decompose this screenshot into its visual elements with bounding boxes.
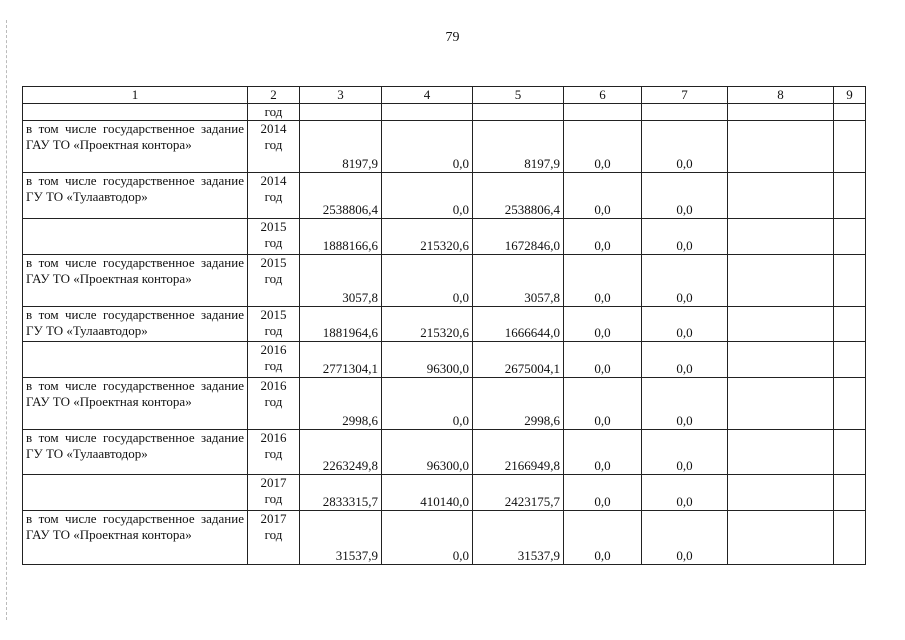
value-cell	[642, 104, 728, 121]
col8-cell	[728, 430, 834, 475]
table-row	[23, 219, 866, 255]
value-cell	[382, 104, 473, 121]
other-cell: 0,0	[642, 173, 728, 219]
year-cell: 2015 год	[248, 255, 300, 307]
table-row	[23, 255, 866, 307]
municipal-cell: 0,0	[564, 173, 642, 219]
col9-cell	[834, 307, 866, 342]
municipal-cell: 0,0	[564, 307, 642, 342]
year-cell: 2014 год	[248, 173, 300, 219]
col8-cell	[728, 307, 834, 342]
col8-cell	[728, 173, 834, 219]
federal-cell: 0,0	[382, 378, 473, 430]
col9-cell	[834, 219, 866, 255]
year-cell: 2016 год	[248, 342, 300, 378]
regional-cell: 8197,9	[473, 121, 564, 173]
other-cell: 0,0	[642, 121, 728, 173]
federal-cell: 0,0	[382, 255, 473, 307]
table-row	[23, 173, 866, 219]
page-number: 79	[445, 30, 460, 45]
column-number: 2	[248, 87, 300, 104]
municipal-cell: 0,0	[564, 511, 642, 565]
other-cell: 0,0	[642, 430, 728, 475]
municipal-cell: 0,0	[564, 255, 642, 307]
federal-cell: 96300,0	[382, 342, 473, 378]
year-cell: 2016 год	[248, 430, 300, 475]
name-cell: в том числе государственное задание ГАУ ТО «Проектная контора»	[23, 121, 248, 173]
total-cell: 1888166,6	[300, 219, 382, 255]
other-cell: 0,0	[642, 342, 728, 378]
page-edge-line	[6, 20, 7, 620]
other-cell: 0,0	[642, 307, 728, 342]
federal-cell: 215320,6	[382, 307, 473, 342]
name-cell: в том числе государственное задание ГУ ТО «Тулаавтодор»	[23, 307, 248, 342]
table-row	[23, 121, 866, 173]
col9-cell	[834, 475, 866, 511]
col9-cell	[834, 511, 866, 565]
regional-cell: 3057,8	[473, 255, 564, 307]
value-cell	[728, 104, 834, 121]
value-cell	[834, 104, 866, 121]
col9-cell	[834, 430, 866, 475]
total-cell: 2263249,8	[300, 430, 382, 475]
municipal-cell: 0,0	[564, 121, 642, 173]
table-body	[23, 87, 866, 565]
total-cell: 2771304,1	[300, 342, 382, 378]
col9-cell	[834, 342, 866, 378]
federal-cell: 215320,6	[382, 219, 473, 255]
regional-cell: 2998,6	[473, 378, 564, 430]
col8-cell	[728, 121, 834, 173]
regional-cell: 1666644,0	[473, 307, 564, 342]
col8-cell	[728, 378, 834, 430]
federal-cell: 0,0	[382, 511, 473, 565]
table-row	[23, 475, 866, 511]
col8-cell	[728, 475, 834, 511]
regional-cell: 2423175,7	[473, 475, 564, 511]
column-number: 8	[728, 87, 834, 104]
name-cell: в том числе государственное задание ГАУ ТО «Проектная контора»	[23, 378, 248, 430]
total-cell: 2833315,7	[300, 475, 382, 511]
table-row	[23, 342, 866, 378]
other-cell: 0,0	[642, 255, 728, 307]
column-number: 9	[834, 87, 866, 104]
budget-table	[22, 86, 866, 565]
year-cell: 2016 год	[248, 378, 300, 430]
table-row	[23, 378, 866, 430]
name-cell: в том числе государственное задание ГАУ ТО «Проектная контора»	[23, 255, 248, 307]
total-cell: 2998,6	[300, 378, 382, 430]
federal-cell: 410140,0	[382, 475, 473, 511]
year-cell: 2017 год	[248, 475, 300, 511]
value-cell	[564, 104, 642, 121]
total-cell: 2538806,4	[300, 173, 382, 219]
municipal-cell: 0,0	[564, 342, 642, 378]
federal-cell: 0,0	[382, 121, 473, 173]
col9-cell	[834, 121, 866, 173]
municipal-cell: 0,0	[564, 430, 642, 475]
value-cell	[300, 104, 382, 121]
other-cell: 0,0	[642, 511, 728, 565]
continued-row	[23, 104, 866, 121]
other-cell: 0,0	[642, 378, 728, 430]
table-row	[23, 430, 866, 475]
col8-cell	[728, 255, 834, 307]
municipal-cell: 0,0	[564, 219, 642, 255]
col9-cell	[834, 255, 866, 307]
column-number: 4	[382, 87, 473, 104]
regional-cell: 2166949,8	[473, 430, 564, 475]
col8-cell	[728, 511, 834, 565]
year-cell: 2015 год	[248, 307, 300, 342]
name-cell	[23, 475, 248, 511]
federal-cell: 0,0	[382, 173, 473, 219]
regional-cell: 2675004,1	[473, 342, 564, 378]
col9-cell	[834, 173, 866, 219]
year-cell: год	[248, 104, 300, 121]
column-number: 6	[564, 87, 642, 104]
total-cell: 3057,8	[300, 255, 382, 307]
total-cell: 8197,9	[300, 121, 382, 173]
name-cell: в том числе государственное задание ГАУ ТО «Проектная контора»	[23, 511, 248, 565]
other-cell: 0,0	[642, 475, 728, 511]
column-number: 1	[23, 87, 248, 104]
name-cell: в том числе государственное задание ГУ ТО «Тулаавтодор»	[23, 173, 248, 219]
col8-cell	[728, 219, 834, 255]
column-number: 5	[473, 87, 564, 104]
federal-cell: 96300,0	[382, 430, 473, 475]
total-cell: 31537,9	[300, 511, 382, 565]
total-cell: 1881964,6	[300, 307, 382, 342]
regional-cell: 2538806,4	[473, 173, 564, 219]
other-cell: 0,0	[642, 219, 728, 255]
year-cell: 2017 год	[248, 511, 300, 565]
name-cell	[23, 342, 248, 378]
year-cell: 2014 год	[248, 121, 300, 173]
year-cell: 2015 год	[248, 219, 300, 255]
municipal-cell: 0,0	[564, 475, 642, 511]
name-cell	[23, 219, 248, 255]
column-number: 3	[300, 87, 382, 104]
col8-cell	[728, 342, 834, 378]
table-row	[23, 307, 866, 342]
name-cell: в том числе государственное задание ГУ ТО «Тулаавтодор»	[23, 430, 248, 475]
column-number: 7	[642, 87, 728, 104]
column-number-row	[23, 87, 866, 104]
name-cell	[23, 104, 248, 121]
value-cell	[473, 104, 564, 121]
table-row	[23, 511, 866, 565]
regional-cell: 31537,9	[473, 511, 564, 565]
col9-cell	[834, 378, 866, 430]
municipal-cell: 0,0	[564, 378, 642, 430]
regional-cell: 1672846,0	[473, 219, 564, 255]
